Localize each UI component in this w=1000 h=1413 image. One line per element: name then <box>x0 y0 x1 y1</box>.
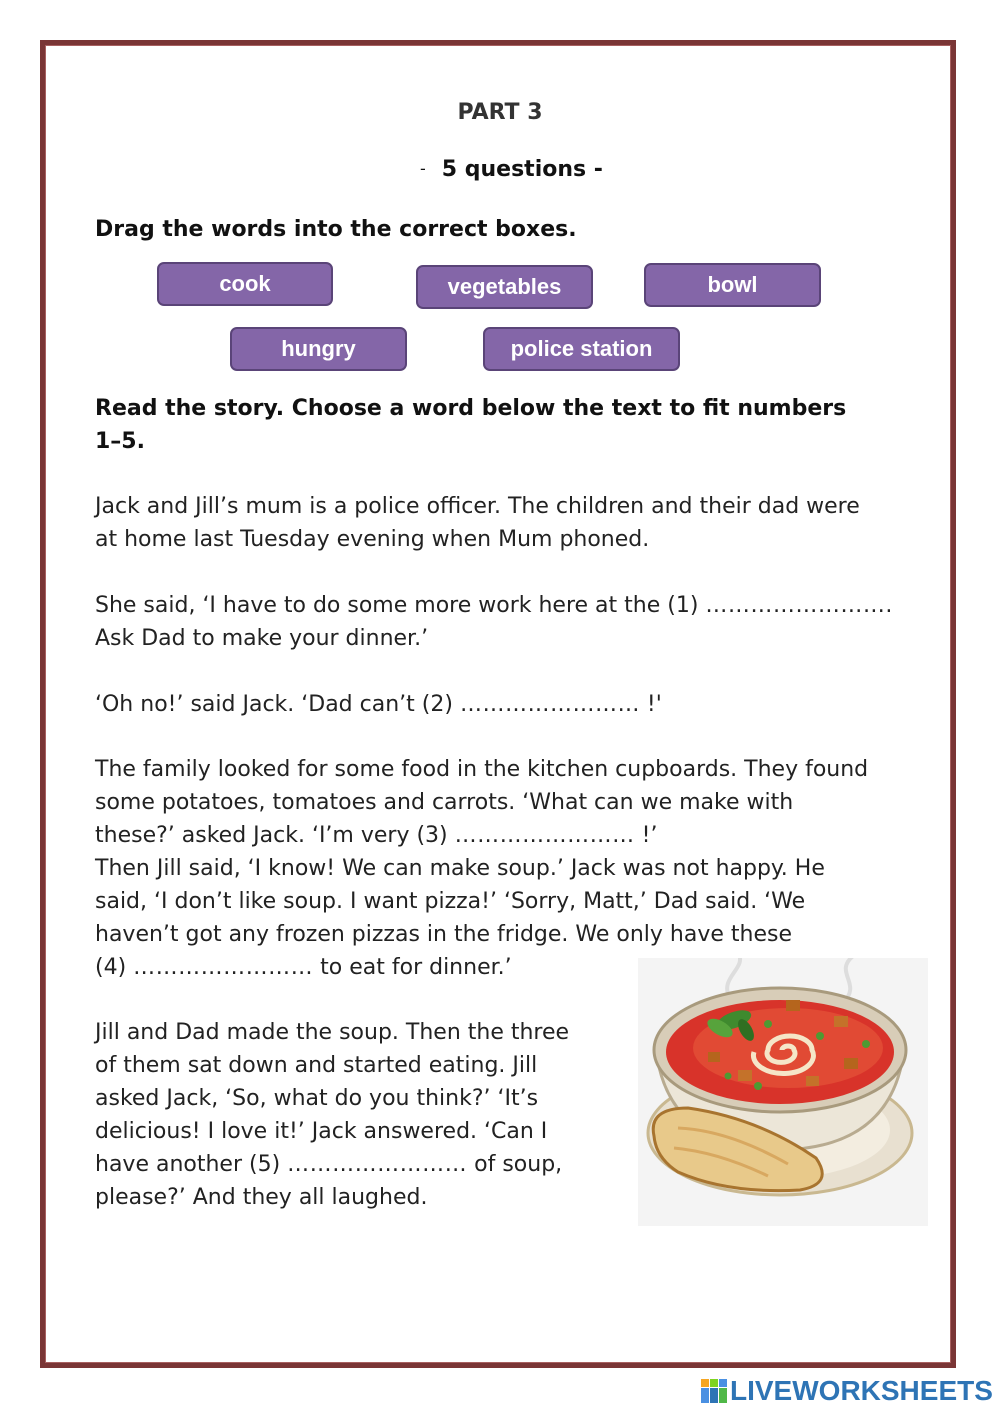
answer-blank-5[interactable]: …………………… <box>287 1152 468 1177</box>
story-text: (4) <box>95 955 134 980</box>
story-line: delicious! I love it!’ Jack answered. ‘Can I <box>95 1119 548 1144</box>
story-line <box>95 1148 569 1181</box>
word-tile-hungry[interactable]: hungry <box>230 327 407 371</box>
story-line <box>95 589 893 622</box>
question-count <box>420 157 603 182</box>
story-line: asked Jack, ‘So, what do you think?’ ‘It’s <box>95 1086 539 1111</box>
read-instruction-line1: Read the story. Choose a word below the text to fit numbers <box>95 396 847 421</box>
story-line: of them sat down and started eating. Jill <box>95 1053 538 1078</box>
story-text: of soup, <box>467 1152 563 1177</box>
story-line: some potatoes, tomatoes and carrots. ‘What can we make with <box>95 790 794 815</box>
soup-bowl-icon <box>638 958 928 1226</box>
story-line: at home last Tuesday evening when Mum phoned. <box>95 527 650 552</box>
soup-bowl-image <box>638 958 928 1226</box>
story-text: ‘Oh no!’ said Jack. ‘Dad can’t (2) <box>95 692 460 717</box>
subtitle-dash: - <box>420 159 426 178</box>
story-line: haven’t got any frozen pizzas in the fridge. We only have these <box>95 922 793 947</box>
word-tile-bowl[interactable]: bowl <box>644 263 821 307</box>
word-tile-police-station[interactable]: police station <box>483 327 680 371</box>
answer-blank-1[interactable]: ……………………. <box>705 593 893 618</box>
read-instruction <box>95 392 846 458</box>
answer-blank-2[interactable]: …………………… <box>459 692 640 717</box>
answer-blank-3[interactable]: …………………… <box>454 823 635 848</box>
story-text: !' <box>639 692 662 717</box>
story-line: Jack and Jill’s mum is a police officer. The children and their dad were <box>95 494 860 519</box>
story-line <box>95 688 662 721</box>
story-line: The family looked for some food in the kitchen cupboards. They found <box>95 757 869 782</box>
answer-blank-4[interactable]: …………………… <box>133 955 314 980</box>
liveworksheets-brand <box>700 1375 993 1407</box>
subtitle-text: 5 questions - <box>441 157 603 182</box>
story-paragraph-5 <box>95 1016 569 1214</box>
story-text: these?’ asked Jack. ‘I’m very (3) <box>95 823 455 848</box>
story-text: !’ <box>634 823 658 848</box>
story-paragraph-4 <box>95 753 868 984</box>
story-line: Jill and Dad made the soup. Then the three <box>95 1020 570 1045</box>
brand-name: LIVEWORKSHEETS <box>730 1375 993 1406</box>
story-line: Then Jill said, ‘I know! We can make soup.’ Jack was not happy. He <box>95 856 825 881</box>
story-text: She said, ‘I have to do some more work here at the (1) <box>95 593 706 618</box>
liveworksheets-logo-icon <box>700 1377 728 1405</box>
story-line <box>95 819 868 852</box>
word-tile-vegetables[interactable]: vegetables <box>416 265 593 309</box>
word-tile-cook[interactable]: cook <box>157 262 333 306</box>
part-title: PART 3 <box>457 100 543 125</box>
story-paragraph-3 <box>95 688 662 721</box>
story-line: said, ‘I don’t like soup. I want pizza!’ ‘Sorry, Matt,’ Dad said. ‘We <box>95 889 806 914</box>
drag-instruction: Drag the words into the correct boxes. <box>95 217 577 242</box>
story-line: please?’ And they all laughed. <box>95 1185 428 1210</box>
story-text: have another (5) <box>95 1152 288 1177</box>
read-instruction-line2: 1–5. <box>95 429 145 454</box>
story-text: to eat for dinner.’ <box>313 955 512 980</box>
story-line: Ask Dad to make your dinner.’ <box>95 626 429 651</box>
story-paragraph-1 <box>95 490 860 556</box>
story-paragraph-2 <box>95 589 893 655</box>
